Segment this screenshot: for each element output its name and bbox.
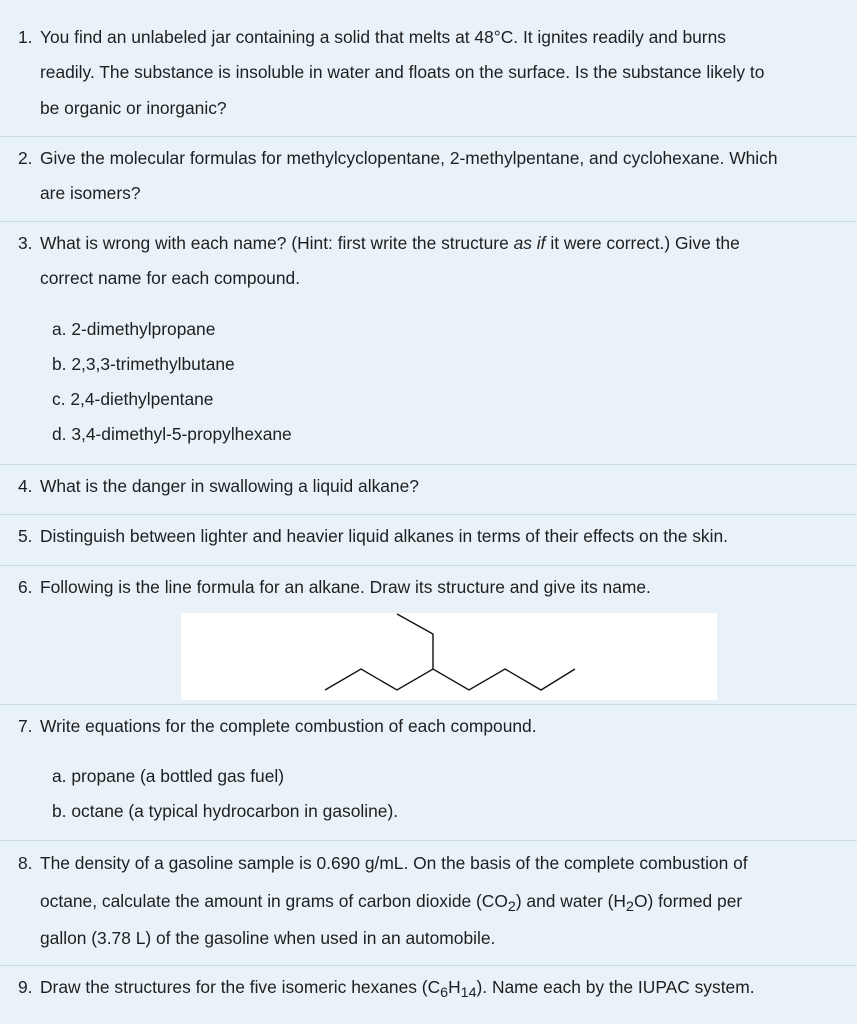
question-number: 6.: [18, 577, 33, 597]
question-8: [18, 845, 854, 958]
question-text-line: Give the molecular formulas for methylcyclopentane, 2-methylpentane, and cyclohexane. Which: [40, 148, 778, 168]
divider: [0, 965, 857, 966]
question-number: 4.: [18, 476, 33, 496]
question-text-line: correct name for each compound.: [40, 268, 301, 289]
text-segment: Draw the structures for the five isomeric hexanes (C: [40, 977, 441, 997]
question-number: 7.: [18, 716, 33, 736]
question-text-line: are isomers?: [40, 183, 141, 204]
question-number: 3.: [18, 233, 33, 253]
alkane-skeletal-structure: [181, 613, 717, 700]
text-segment: it were correct.) Give the: [545, 233, 740, 253]
divider: [0, 514, 857, 515]
question-3: [18, 226, 854, 297]
question-7: [18, 709, 854, 744]
line-formula-figure: [181, 613, 717, 700]
sub-item: b. octane (a typical hydrocarbon in gasoline).: [52, 801, 399, 821]
divider: [0, 704, 857, 705]
question-text-line: Following is the line formula for an alkane. Draw its structure and give its name.: [40, 577, 651, 597]
question-text-line: [40, 970, 854, 1005]
sub-item: d. 3,4-dimethyl-5-propylhexane: [52, 424, 292, 444]
text-segment: H: [448, 977, 461, 997]
question-number: 5.: [18, 526, 33, 546]
question-text-line: Distinguish between lighter and heavier liquid alkanes in terms of their effects on the skin.: [40, 526, 728, 546]
question-6: [18, 570, 854, 605]
main-chain: [325, 669, 575, 690]
text-segment: ). Name each by the IUPAC system.: [476, 977, 755, 997]
question-text-line: What is the danger in swallowing a liquid alkane?: [40, 476, 419, 496]
subscript: 14: [460, 984, 477, 1001]
text-segment: O) formed per: [633, 890, 743, 911]
question-number: 8.: [18, 853, 33, 873]
question-number: 1.: [18, 27, 33, 47]
subscript: 2: [507, 898, 516, 915]
text-segment: octane, calculate the amount in grams of carbon dioxide (CO: [40, 890, 508, 911]
sub-item: a. 2-dimethylpropane: [52, 319, 216, 339]
question-text-line: [40, 883, 854, 921]
divider: [0, 221, 857, 222]
question-text-line: readily. The substance is insoluble in water and floats on the surface. Is the substance likely to: [40, 62, 765, 83]
text-segment: ) and water (H: [515, 890, 626, 911]
subscript: 6: [440, 984, 449, 1001]
question-2: [18, 141, 854, 212]
divider: [0, 840, 857, 841]
emphasis-text: as if: [513, 233, 546, 253]
sub-item: c. 2,4-diethylpentane: [52, 389, 214, 409]
question-text-line: The density of a gasoline sample is 0.690 g/mL. On the basis of the complete combustion of: [40, 853, 748, 873]
question-number: 9.: [18, 977, 33, 997]
question-text-line: gallon (3.78 L) of the gasoline when used in an automobile.: [40, 928, 496, 948]
question-1: [18, 20, 854, 126]
divider: [0, 565, 857, 566]
question-4: [18, 469, 854, 504]
question-5: [18, 519, 854, 554]
sub-item: a. propane (a bottled gas fuel): [52, 766, 285, 786]
subscript: 2: [626, 898, 634, 915]
question-text-line: [40, 226, 854, 261]
question-text-line: You find an unlabeled jar containing a solid that melts at 48°C. It ignites readily and burns: [40, 27, 726, 47]
divider: [0, 464, 857, 465]
question-text-line: be organic or inorganic?: [40, 97, 227, 118]
text-segment: What is wrong with each name? (Hint: first write the structure: [40, 233, 514, 253]
divider: [0, 136, 857, 137]
sub-item: b. 2,3,3-trimethylbutane: [52, 354, 235, 374]
question-number: 2.: [18, 148, 33, 168]
question-9: [18, 970, 854, 1005]
branch-chain: [397, 614, 433, 669]
question-text-line: Write equations for the complete combustion of each compound.: [40, 716, 537, 736]
